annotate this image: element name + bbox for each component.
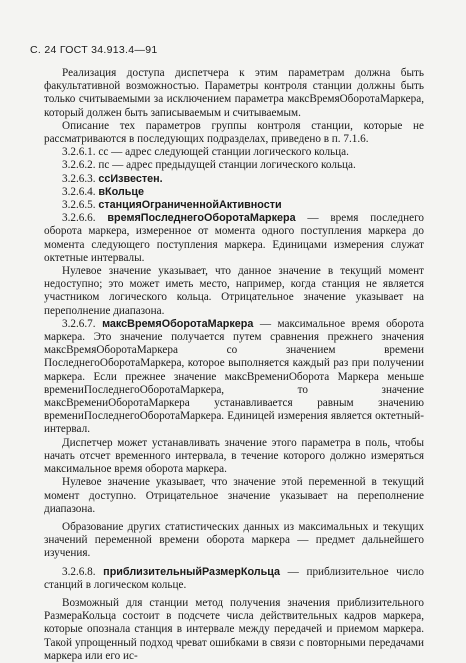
item-number: 3.2.6.1.: [62, 146, 96, 159]
item-text: пс — адрес предыдущей станции логического кольца.: [98, 159, 356, 172]
paragraph-3-2-6-8: [44, 566, 424, 592]
page-header: С. 24 ГОСТ 34.913.4—91: [30, 44, 158, 56]
list-item: [44, 186, 424, 199]
item-text: вКольце: [98, 185, 145, 198]
paragraph-dispatcher: Диспетчер может устанавливать значение этого параметра в поль, чтобы начать отсчет временного интервала, в течение которого должно измеряться максимальное время оборота маркера.: [44, 436, 424, 476]
paragraph-3-2-6-7: [44, 318, 424, 437]
term: приблизительныйРазмерКольца: [103, 565, 281, 578]
section-number: 3.2.6.8.: [62, 565, 96, 578]
paragraph-method: Возможный для станции метод получения значения приблизительного РазмераКольца состоит в подсчете числа действительных кадров маркера, которые опознала станция в интервале между передачей и приемом маркера. Такой упрощенный подход чреват ошибками в связи с повторными передачами маркера или его ис-: [44, 596, 424, 662]
item-number: 3.2.6.3.: [62, 172, 96, 185]
item-number: 3.2.6.5.: [62, 199, 96, 212]
document-body: [44, 67, 424, 663]
item-text: ссИзвестен.: [98, 172, 163, 185]
list-item: [44, 173, 424, 186]
list-item: [44, 199, 424, 212]
section-number: 3.2.6.6.: [62, 212, 96, 225]
item-number: 3.2.6.4.: [62, 185, 96, 198]
item-number: 3.2.6.2.: [62, 159, 96, 172]
paragraph-description: Описание тех параметров группы контроля станции, которые не рассматриваются в последующих подразделах, приведено в п. 7.1.6.: [44, 119, 424, 146]
item-text: сс — адрес следующей станции логического кольца.: [98, 146, 349, 159]
item-text: станцияОграниченнойАктивности: [98, 199, 282, 212]
paragraph-access: Реализация доступа диспетчера к этим параметрам должна быть факультативной возможностью. Параметры контроля станции должны быть только считываемыми за исключением параметра максВремяОборотаМаркера, который должен быть записываемым и считываемым.: [44, 67, 424, 119]
paragraph-3-2-6-6: [44, 212, 424, 265]
list-item: [44, 159, 424, 172]
section-number: 3.2.6.7.: [62, 317, 96, 330]
paragraph-null-value-1: Нулевое значение указывает, что данное значение в текущий момент недоступно; это может иметь место, например, когда станция не является участником логического кольца. Отрицательное значение указывает на переполнение диапазона.: [44, 265, 424, 317]
definition: — максимальное время оборота маркера. Это значение получается путем сравнения прежнего значения максВремяОборотаМаркера со значением времени ПоследнегоОборотаМаркера, которое выполняется каждый раз при получении маркера. Если прежнее значение максВремениОборота Маркера меньше времениПоследнегоОборотаМаркера, то значение максВремениОборотаМаркера устанавливается равным значению времениПоследнегоОборотаМаркера. Единицей измерения является октетный-интервал.: [44, 317, 424, 436]
definition: — время последнего оборота маркера, измеренное от момента одного поступления маркера до момента следующего поступления маркера. Единицами измерения служат октетные интервалы.: [44, 212, 425, 264]
term: времяПоследнегоОборотаМаркера: [107, 212, 296, 225]
term: максВремяОборотаМаркера: [102, 317, 254, 330]
paragraph-null-value-2: Нулевое значение указывает, что значение этой переменной в текущий момент доступно. Отрицательное значение указывает на переполнение диапазона.: [44, 476, 424, 515]
paragraph-formation: Образование других статистических данных из максимальных и текущих значений переменной времени оборота маркера — предмет дальнейшего изучения.: [44, 520, 424, 560]
list-item: [44, 146, 424, 159]
definition: — приблизительное число станций в логическом кольце.: [44, 565, 425, 591]
